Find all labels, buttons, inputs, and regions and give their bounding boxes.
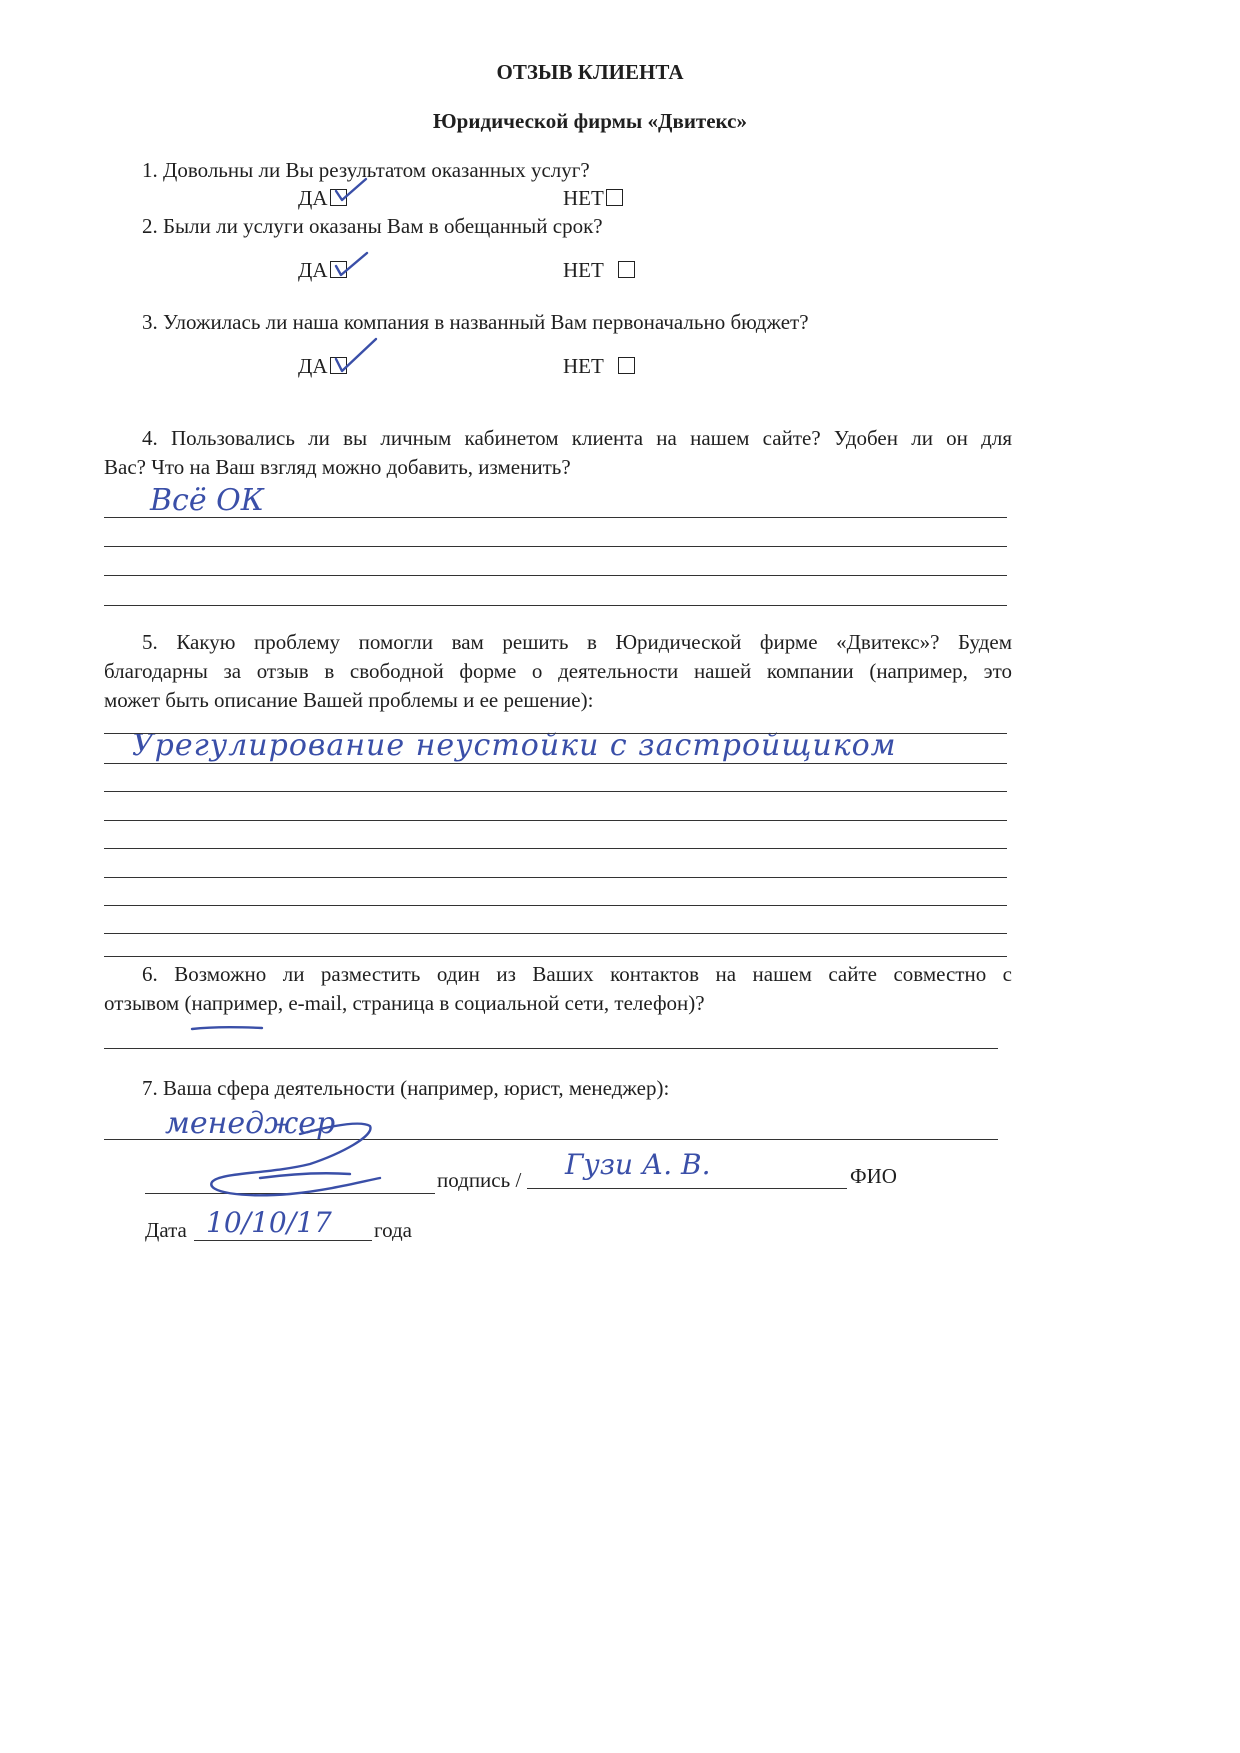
answer-line (104, 956, 1007, 957)
question-text: Уложилась ли наша компания в названный Вам первоначально бюджет? (163, 310, 809, 334)
question-4-line-1 (142, 426, 1012, 451)
question-number: 2. (142, 214, 158, 238)
question-text: Возможно ли разместить один из Ваших контактов на нашем сайте совместно с (174, 962, 1012, 986)
date-value[interactable]: 10/10/17 (206, 1206, 332, 1239)
answer-line (104, 848, 1007, 849)
question-number: 3. (142, 310, 158, 334)
question-number: 1. (142, 158, 158, 182)
no-checkbox[interactable] (606, 189, 623, 206)
handwritten-signature (200, 1112, 400, 1202)
fio-value[interactable]: Гузи А. В. (565, 1148, 711, 1181)
question-number: 7. (142, 1076, 158, 1100)
date-line (194, 1240, 372, 1241)
form-title: ОТЗЫВ КЛИЕНТА (496, 60, 684, 84)
question-text: Какую проблему помогли вам решить в Юридической фирме «Двитекс»? Будем (176, 630, 1012, 654)
no-label: НЕТ (563, 258, 604, 282)
question-5-line-3: может быть описание Вашей проблемы и ее решение): (104, 688, 594, 712)
pen-stroke (188, 1022, 268, 1034)
no-checkbox[interactable] (618, 261, 635, 278)
question-number: 5. (142, 630, 158, 654)
q7-answer[interactable]: менеджер (165, 1106, 336, 1141)
answer-line (104, 546, 1007, 547)
q1-no-option[interactable] (563, 186, 623, 211)
checkmark-icon (330, 175, 370, 205)
yes-label: ДА (298, 258, 328, 282)
q2-no-option[interactable] (563, 258, 635, 283)
question-2 (142, 214, 603, 239)
fio-line (527, 1188, 847, 1189)
question-number: 6. (142, 962, 158, 986)
question-5-line-1 (142, 630, 1012, 655)
answer-line (104, 877, 1007, 878)
yes-label: ДА (298, 186, 328, 210)
question-6-line-1 (142, 962, 1012, 987)
fio-label: ФИО (850, 1164, 897, 1188)
answer-line (104, 605, 1007, 606)
question-7 (142, 1076, 669, 1101)
question-text: Довольны ли Вы результатом оказанных услуг? (163, 158, 590, 182)
question-3 (142, 310, 809, 335)
no-label: НЕТ (563, 186, 604, 210)
q5-answer[interactable]: Урегулирование неустойки с застройщиком (132, 728, 897, 763)
question-6-line-2: отзывом (например, e-mail, страница в социальной сети, телефон)? (104, 991, 705, 1015)
question-5-line-2: благодарны за отзыв в свободной форме о деятельности нашей компании (например, это (104, 659, 1012, 683)
question-4-line-2: Вас? Что на Ваш взгляд можно добавить, изменить? (104, 455, 571, 479)
checkmark-icon (330, 248, 370, 280)
q3-no-option[interactable] (563, 354, 635, 379)
question-text: Пользовались ли вы личным кабинетом клиента на нашем сайте? Удобен ли он для (171, 426, 1013, 450)
answer-line (104, 820, 1007, 821)
question-text: Были ли услуги оказаны Вам в обещанный срок? (163, 214, 603, 238)
question-number: 4. (142, 426, 158, 450)
answer-line (104, 517, 1007, 518)
answer-line (104, 575, 1007, 576)
no-checkbox[interactable] (618, 357, 635, 374)
answer-line (104, 1048, 998, 1049)
q4-answer[interactable]: Всё ОК (150, 483, 264, 518)
answer-line (104, 905, 1007, 906)
answer-line (104, 933, 1007, 934)
answer-line (104, 733, 1007, 734)
date-suffix: года (374, 1218, 412, 1242)
answer-line (104, 791, 1007, 792)
answer-line (104, 763, 1007, 764)
form-subtitle: Юридической фирмы «Двитекс» (433, 109, 747, 133)
question-text: Ваша сфера деятельности (например, юрист, менеджер): (163, 1076, 670, 1100)
no-label: НЕТ (563, 354, 604, 378)
yes-label: ДА (298, 354, 328, 378)
checkmark-icon (330, 335, 380, 377)
date-label: Дата (145, 1218, 187, 1242)
signature-label: подпись / (437, 1168, 522, 1192)
